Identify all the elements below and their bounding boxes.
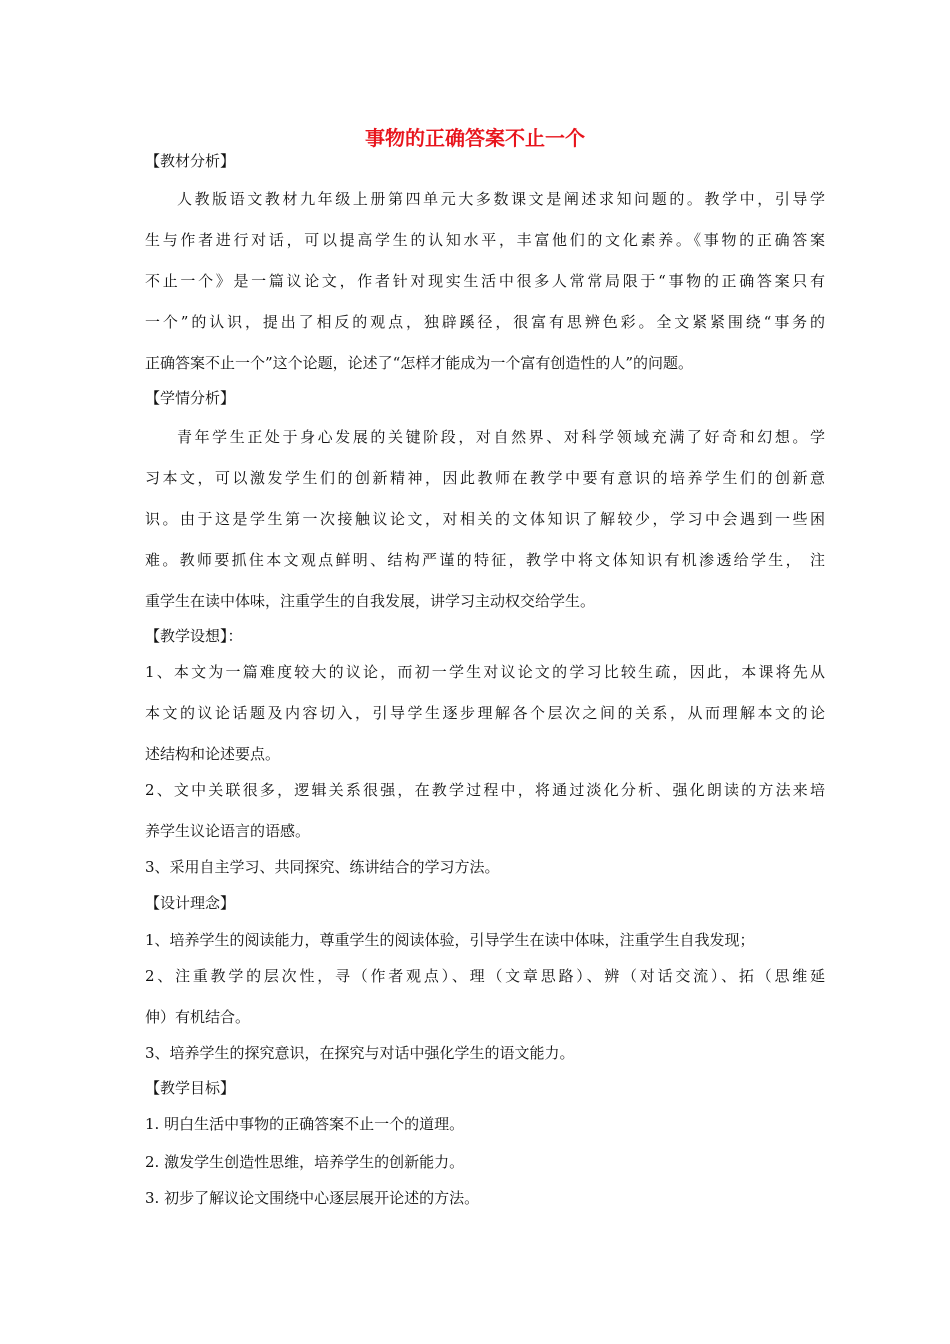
paragraph-line: 人教版语文教材九年级上册第四单元大多数课文是阐述求知问题的。教学中，引导学 (177, 190, 825, 208)
paragraph-line: 养学生议论语言的语感。 (145, 822, 311, 840)
paragraph-line: 一个”的认识，提出了相反的观点，独辟蹊径，很富有思辨色彩。全文紧紧围绕“事务的 (145, 313, 825, 331)
paragraph-line: 重学生在读中体味，注重学生的自我发展，讲学习主动权交给学生。 (145, 592, 596, 610)
paragraph-line: 习本文，可以激发学生们的创新精神，因此教师在教学中要有意识的培养学生们的创新意 (145, 469, 825, 487)
paragraph-line: 3、采用自主学习、共同探究、练讲结合的学习方法。 (145, 858, 500, 876)
paragraph-line: 2、文中关联很多，逻辑关系很强，在教学过程中，将通过淡化分析、强化朗读的方法来培 (145, 781, 825, 799)
document-title: 事物的正确答案不止一个 (365, 126, 585, 150)
paragraph-line: 3、培养学生的探究意识，在探究与对话中强化学生的语文能力。 (145, 1044, 575, 1062)
section-heading: 【教学目标】 (145, 1079, 236, 1097)
paragraph-line: 识。由于这是学生第一次接触议论文，对相关的文体知识了解较少，学习中会遇到一些困 (145, 510, 825, 528)
list-item: 3. 初步了解议论文围绕中心逐层展开论述的方法。 (145, 1189, 480, 1207)
paragraph-line: 生与作者进行对话，可以提高学生的认知水平，丰富他们的文化素养。《事物的正确答案 (145, 231, 825, 249)
paragraph-line: 伸）有机结合。 (145, 1008, 251, 1026)
paragraph-line: 本文的议论话题及内容切入，引导学生逐步理解各个层次之间的关系，从而理解本文的论 (145, 704, 825, 722)
list-item: 2. 激发学生创造性思维，培养学生的创新能力。 (145, 1153, 465, 1171)
paragraph-line: 难。教师要抓住本文观点鲜明、结构严谨的特征，教学中将文体知识有机渗透给学生， 注 (145, 551, 825, 569)
paragraph-line: 不止一个》是一篇议论文，作者针对现实生活中很多人常常局限于“事物的正确答案只有 (145, 272, 825, 290)
paragraph-line: 1、培养学生的阅读能力，尊重学生的阅读体验，引导学生在读中体味，注重学生自我发现； (145, 931, 755, 949)
section-heading: 【设计理念】 (145, 894, 236, 912)
list-item: 1. 明白生活中事物的正确答案不止一个的道理。 (145, 1115, 465, 1133)
paragraph-line: 正确答案不止一个”这个论题，论述了“怎样才能成为一个富有创造性的人”的问题。 (145, 354, 694, 372)
paragraph-line: 1、本文为一篇难度较大的议论，而初一学生对议论文的学习比较生疏，因此，本课将先从 (145, 663, 825, 681)
paragraph-line: 2、注重教学的层次性，寻（作者观点）、理（文章思路）、辨（对话交流）、拓（思维延 (145, 967, 825, 985)
section-heading: 【学情分析】 (145, 389, 236, 407)
section-heading: 【教材分析】 (145, 152, 236, 170)
paragraph-line: 述结构和论述要点。 (145, 745, 281, 763)
paragraph-line: 青年学生正处于身心发展的关键阶段，对自然界、对科学领域充满了好奇和幻想。学 (177, 428, 825, 446)
section-heading: 【教学设想】： (145, 627, 243, 645)
